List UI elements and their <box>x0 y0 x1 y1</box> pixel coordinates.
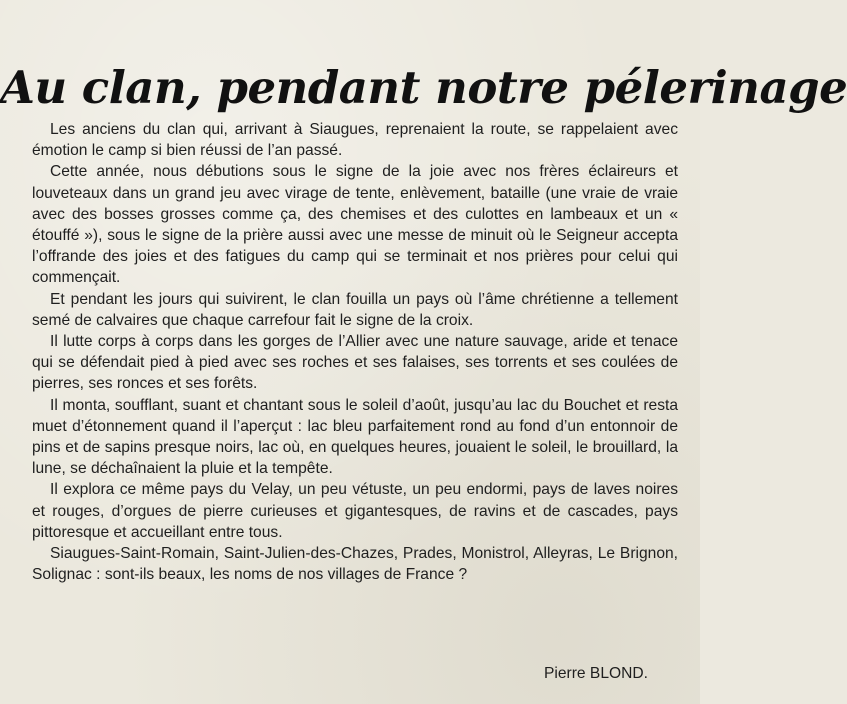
paragraph-1: Les anciens du clan qui, arrivant à Siaugues, reprenaient la route, se rappelaient avec émotion le camp si bien réussi de l’an passé. <box>32 121 678 160</box>
paragraph-4: Il lutte corps à corps dans les gorges de l’Allier avec une nature sauvage, aride et tenace qui se défendait pied à pied avec ses roches et ses falaises, ses torrents et ses coulées de pierres, ses ronces et ses forêts. <box>32 333 678 393</box>
article-body <box>32 119 678 585</box>
paragraph-7: Siaugues-Saint-Romain, Saint-Julien-des-Chazes, Prades, Monistrol, Alleyras, Le Brignon, Solignac : sont-ils beaux, les noms de nos villages de France ? <box>32 545 678 584</box>
paragraph-5: Il monta, soufflant, suant et chantant sous le soleil d’août, jusqu’au lac du Bouchet et resta muet d’étonnement quand il l’aperçut : lac bleu parfaitement rond au fond d’un entonnoir de pins et de sapins presque noirs, lac où, en quelques heures, jouaient le soleil, le brouillard, la lune, se déchaînaient la pluie et la tempête. <box>32 396 678 478</box>
paragraph-2: Cette année, nous débutions sous le signe de la joie avec nos frères éclaireurs et louveteaux dans un grand jeu avec virage de tente, enlèvement, bataille (une vraie de vraie avec des bosses grosses comme ça, des chemises et des culottes en lambeaux et un « étouffé »), sous le signe de la prière aussi avec une messe de minuit où le Seigneur accepta l’offrande des joies et des fatigues du camp qui se terminait et nos prières pour celui qui commençait. <box>32 163 678 287</box>
article-title: Au clan, pendant notre pélerinage <box>0 61 847 115</box>
author-signature: Pierre BLOND. <box>544 665 648 682</box>
paragraph-3: Et pendant les jours qui suivirent, le clan fouilla un pays où l’âme chrétienne a tellement semé de calvaires que chaque carrefour fait le signe de la croix. <box>32 290 678 329</box>
paragraph-6: Il explora ce même pays du Velay, un peu vétuste, un peu endormi, pays de laves noires et rouges, d’orgues de pierre curieuses et gigantesques, de ravins et de cascades, pays pittoresque et accueillant entre tous. <box>32 481 678 541</box>
